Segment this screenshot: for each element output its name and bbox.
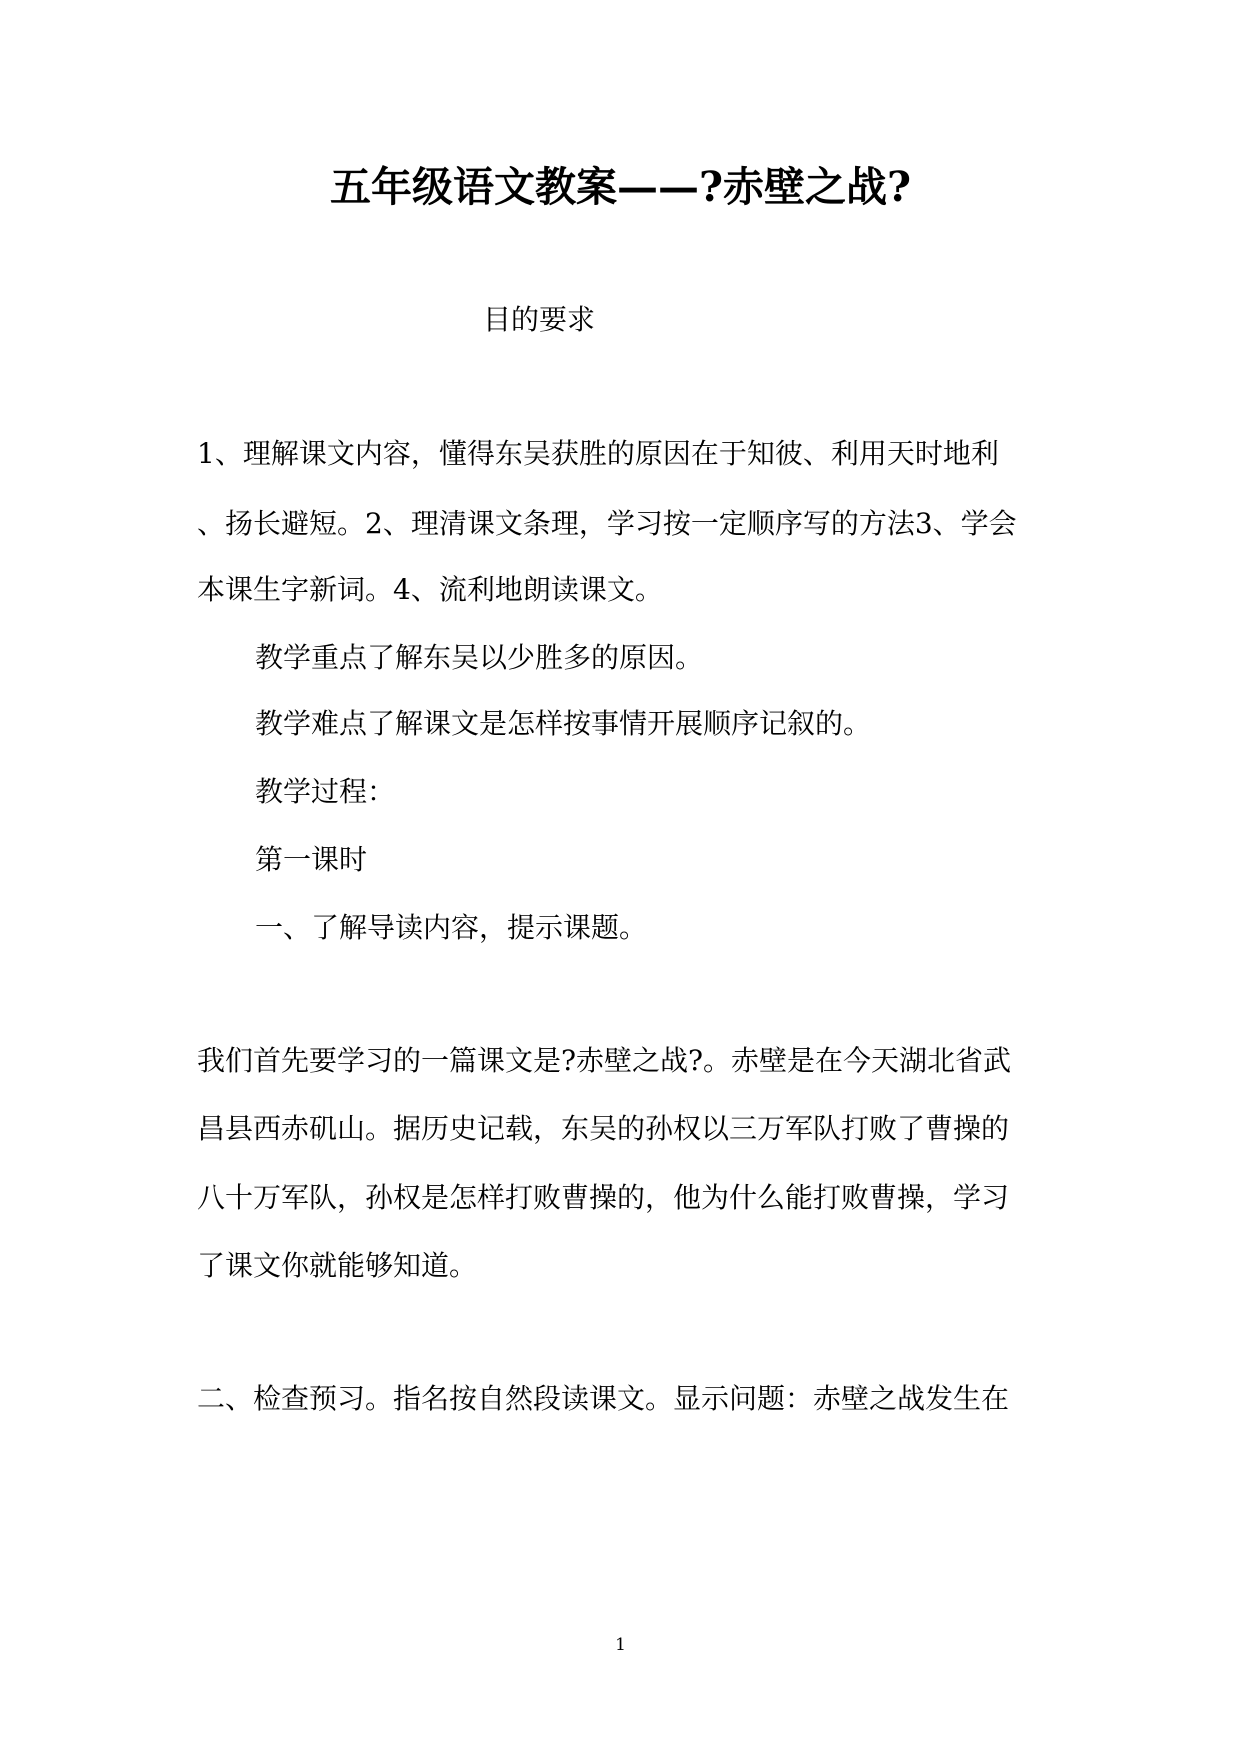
step1-body-line: 昌县西赤矶山。据历史记载，东吴的孙权以三万军队打败了曹操的 bbox=[197, 1112, 1010, 1145]
difficulty: 教学难点了解课文是怎样按事情开展顺序记叙的。 bbox=[255, 707, 872, 740]
step1-heading: 一、了解导读内容，提示课题。 bbox=[255, 911, 648, 944]
step1-body-line: 了课文你就能够知道。 bbox=[197, 1249, 478, 1282]
objectives-line: 1、理解课文内容，懂得东吴获胜的原因在于知彼、利用天时地利 bbox=[197, 437, 999, 470]
step2-line: 二、检查预习。指名按自然段读课文。显示问题：赤壁之战发生在 bbox=[197, 1382, 1010, 1415]
process-label: 教学过程： bbox=[255, 775, 396, 808]
document-title: 五年级语文教案——?赤壁之战? bbox=[329, 163, 912, 211]
step1-body-line: 我们首先要学习的一篇课文是?赤壁之战?。赤壁是在今天湖北省武 bbox=[197, 1044, 1012, 1077]
objectives-line: 、扬长避短。2、理清课文条理，学习按一定顺序写的方法3、学会 bbox=[197, 507, 1017, 540]
key-point: 教学重点了解东吴以少胜多的原因。 bbox=[255, 641, 704, 674]
lesson-label: 第一课时 bbox=[255, 843, 368, 876]
step1-body-line: 八十万军队，孙权是怎样打败曹操的，他为什么能打败曹操，学习 bbox=[197, 1181, 1010, 1214]
objectives-line: 本课生字新词。4、流利地朗读课文。 bbox=[197, 573, 663, 606]
page-number: 1 bbox=[615, 1635, 626, 1655]
section-heading: 目的要求 bbox=[483, 303, 596, 336]
